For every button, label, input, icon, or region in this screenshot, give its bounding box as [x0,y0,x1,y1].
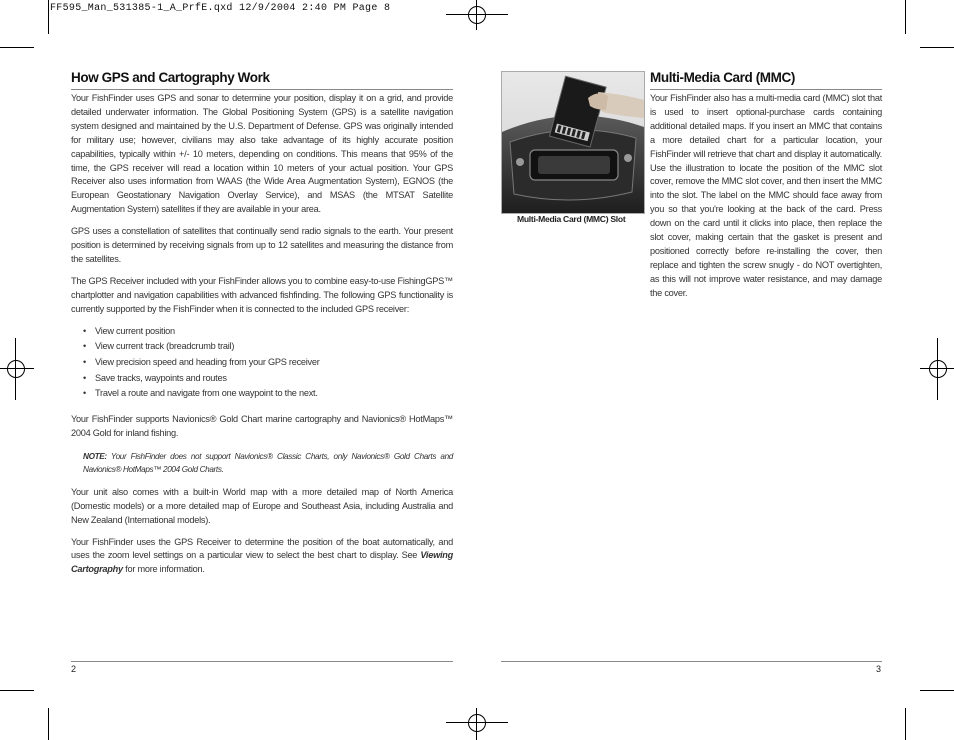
crop-mark [920,47,954,48]
list-item: • View precision speed and heading from your GPS receiver [71,356,453,372]
crop-mark [920,690,954,691]
list-item: • Save tracks, waypoints and routes [71,372,453,388]
crop-mark [48,708,49,740]
paragraph: GPS uses a constellation of satellites that continually send radio signals to the earth. Your present position is determined by receiving signals from up to 12 satellites and measuring the distance from the satellites. [71,226,453,264]
gps-feature-list [71,325,453,403]
list-item: • View current track (breadcrumb trail) [71,340,453,356]
crop-mark [905,708,906,740]
page-number-left: 2 [71,664,77,674]
crop-mark [905,0,906,34]
paragraph: Your FishFinder also has a multi-media card (MMC) slot that is used to insert optional-purchase cards containing additional detailed maps. If you insert an MMC that contains a more detailed chart for a particular location, your FishFinder will retrieve that chart and display it automatically. Use the illustration to locate the position of the MMC slot cover, remove the MMC slot cover, and then insert the MMC into the slot. The label on the MMC should face away from you so that you're looking at the back of the card. Press down on the card until it clicks into place, then replace the slot cover, making certain that the gasket is present and positioned correctly before re-installing the cover, then replace and tighten the screw snugly - do NOT overtighten, as this will not improve water resistance, and may damage the cover. [650,93,882,298]
paragraph: The GPS Receiver included with your FishFinder allows you to combine easy-to-use FishingGPS™ chartplotter and navigation capabilities with advanced fishfinding. The following GPS functionality is currently supported by the FishFinder when it is connected to the included GPS receiver: [71,275,453,314]
footer-rule-right [501,661,882,662]
heading-rule [71,89,453,90]
note [71,450,453,476]
cross-reference-link: Viewing Cartography [71,550,453,575]
note-text: Your FishFinder does not support Navionics® Classic Charts, only Navionics® Gold Charts and Navionics® HotMaps™ 2004 Gold Charts. [83,451,453,474]
list-item: • Travel a route and navigate from one waypoint to the next. [71,387,453,403]
paragraph: Your FishFinder supports Navionics® Gold Chart marine cartography and Navionics® HotMaps™ 2004 Gold for inland fishing. [71,414,453,438]
note-label: NOTE: [83,451,107,461]
paragraph: Your unit also comes with a built-in World map with a more detailed map of North America (Domestic models) or a more detailed map of Europe and Southeast Asia, including Australia and New Zealand (International models). [71,486,453,525]
list-item: • View current position [71,325,453,341]
paragraph: Your FishFinder uses the GPS Receiver to determine the position of the boat automatically, and uses the zoom level settings on a particular view to select the best chart to display. See Viewing Cartography for more information. [71,536,453,575]
crop-mark [48,0,49,34]
photo-caption: Multi-Media Card (MMC) Slot [517,214,626,224]
paragraph: Your FishFinder uses GPS and sonar to determine your position, display it on a grid, and provide detailed underwater information. The Global Positioning System (GPS) is a satellite navigation system designed and maintained by the U.S. Department of Defense. GPS was originally intended for military use; however, civilians may also take advantage of its highly accurate position capabilities, typically within +/- 10 meters, depending on conditions. This means that 95% of the time, the GPS receiver will read a location within 10 meters of your actual position. Your GPS Receiver also uses information from WAAS (the Wide Area Augmentation System), EGNOS (the European Geostationary Navigation Overlay Service), and MSAS (the MTSAT Satellite Augmentation System) satellites if they are available in your area. [71,93,453,215]
section-heading-gps: How GPS and Cartography Work [71,70,270,85]
crop-mark [0,47,34,48]
print-slug: FF595_Man_531385-1_A_PrfE.qxd 12/9/2004 2:40 PM Page 8 [50,3,391,14]
right-body [650,92,882,301]
page-number-right: 3 [876,664,882,674]
heading-rule [650,89,882,90]
mmc-slot-photo [501,71,645,214]
footer-rule-left [71,661,453,662]
crop-mark [0,690,34,691]
section-heading-mmc: Multi-Media Card (MMC) [650,70,795,85]
left-body [71,92,453,577]
